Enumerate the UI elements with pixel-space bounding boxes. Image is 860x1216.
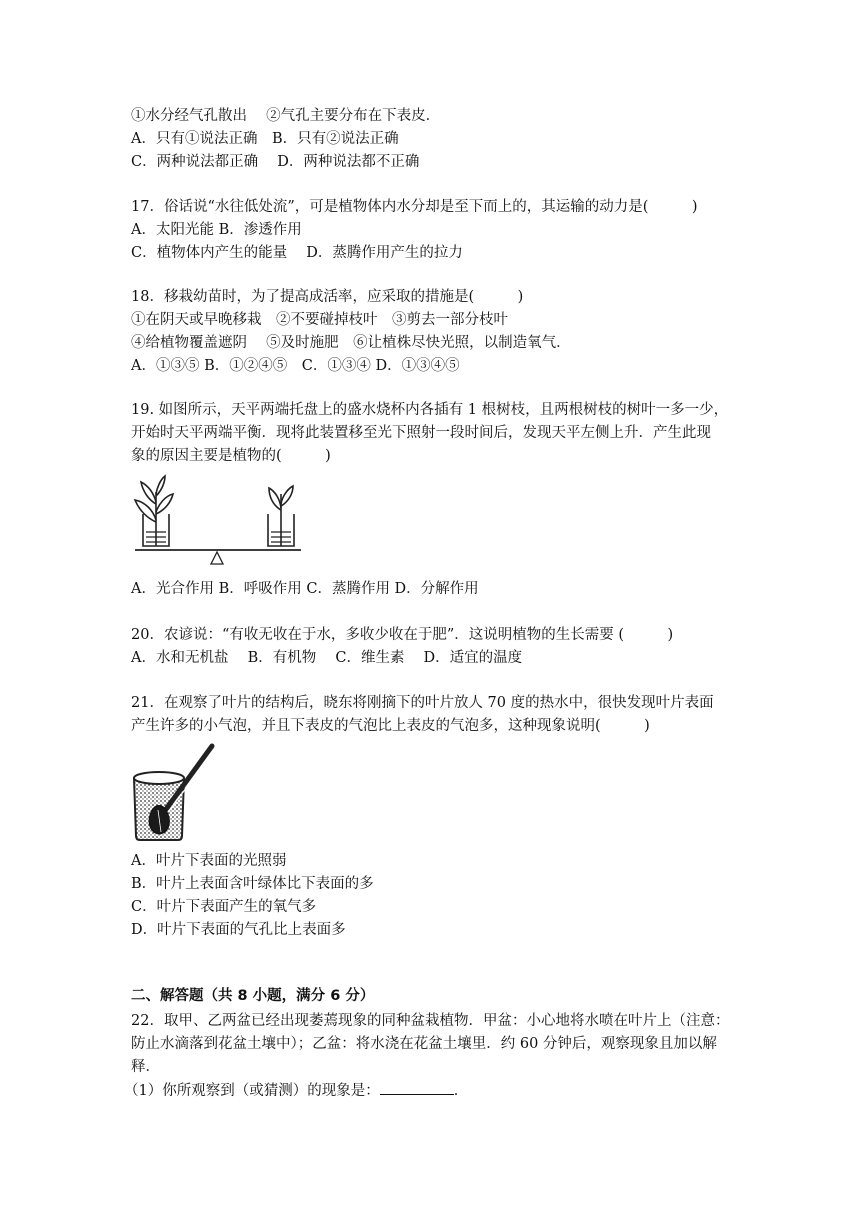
beaker-leaf-figure [128, 740, 220, 842]
q16-options-row-1: A．只有①说法正确 B．只有②说法正确 [131, 131, 399, 147]
q21-option-d: D．叶片下表面的气孔比上表面多 [131, 922, 346, 938]
q20-options: A．水和无机盐 B．有机物 C．维生素 D．适宜的温度 [131, 650, 523, 666]
q19-options: A．光合作用 B．呼吸作用 C．蒸腾作用 D．分解作用 [131, 581, 479, 597]
q22-stem-line-2: 防止水滴落到花盆土壤中）；乙盆：将水浇在花盆土壤里．约 60 分钟后，观察现象且加以解 [131, 1036, 717, 1052]
section-heading: 二、解答题（共 8 小题，满分 6 分） [131, 988, 375, 1004]
answer-blank[interactable] [380, 1080, 454, 1095]
q18-measures-line-1: ①在阴天或早晚移栽 ②不要碰掉枝叶 ③剪去一部分枝叶 [131, 312, 508, 328]
q18-stem: 18．移栽幼苗时，为了提高成活率，应采取的措施是( ) [131, 289, 524, 305]
q22-stem-line-3: 释． [131, 1059, 160, 1075]
q17-options-row-2: C．植物体内产生的能量 D．蒸腾作用产生的拉力 [131, 245, 463, 261]
q22-stem-line-1: 22．取甲、乙两盆已经出现萎蔫现象的同种盆栽植物．甲盆：小心地将水喷在叶片上（注意： [131, 1013, 730, 1029]
q21-stem-line-2: 产生许多的小气泡，并且下表皮的气泡比上表皮的气泡多，这种现象说明( ) [131, 718, 650, 734]
q19-stem-line-1: 19. 如图所示，天平两端托盘上的盛水烧杯内各插有 1 根树枝，且两根树枝的树叶一多一少， [131, 402, 729, 418]
q22-sub1-prompt: （1）你所观察到（或猜测）的现象是： [124, 1083, 380, 1099]
q16-statements: ①水分经气孔散出 ②气孔主要分布在下表皮． [131, 108, 441, 124]
q20-stem: 20．农谚说：“有收无收在于水，多收少收在于肥”．这说明植物的生长需要 ( ) [131, 627, 674, 643]
q21-stem-line-1: 21．在观察了叶片的结构后，晓东将刚摘下的叶片放人 70 度的热水中，很快发现叶片表面 [131, 695, 714, 711]
q21-option-a: A．叶片下表面的光照弱 [131, 853, 287, 869]
q16-options-row-2: C．两种说法都正确 D．两种说法都不正确 [131, 154, 420, 170]
q22-subquestion-1 [124, 1080, 468, 1101]
q19-stem-line-3: 象的原因主要是植物的( ) [131, 448, 331, 464]
q19-stem-line-2: 开始时天平两端平衡．现将此装置移至光下照射一段时间后，发现天平左侧上升．产生此现 [131, 425, 711, 441]
q21-option-c: C．叶片下表面产生的氧气多 [131, 899, 317, 915]
q22-sub1-period: ． [453, 1083, 469, 1099]
q18-measures-line-2: ④给植物覆盖遮阴 ⑤及时施肥 ⑥让植株尽快光照，以制造氧气． [131, 335, 571, 351]
q17-options-row-1: A．太阳光能 B．渗透作用 [131, 222, 302, 238]
q21-option-b: B．叶片上表面含叶绿体比下表面的多 [131, 876, 374, 892]
q18-options: A．①③⑤ B．①②④⑤ C．①③④ D．①③④⑤ [131, 358, 460, 374]
q17-stem: 17．俗话说“水往低处流”，可是植物体内水分却是至下而上的，其运输的动力是( ) [131, 199, 698, 215]
balance-scale-figure [129, 474, 305, 570]
